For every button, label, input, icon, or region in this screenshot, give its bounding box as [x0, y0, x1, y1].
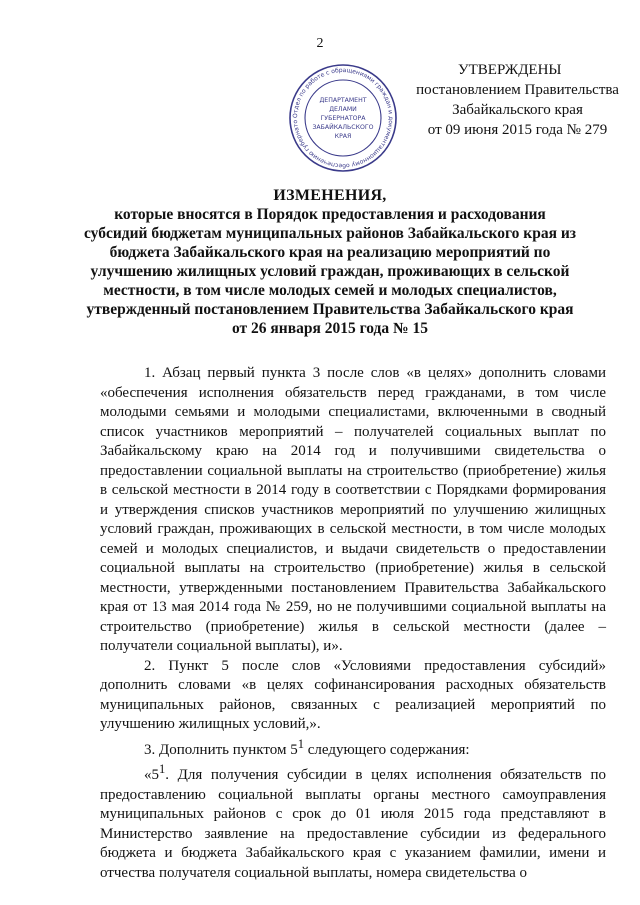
heading-line: утвержденный постановлением Правительства Забайкальского края — [86, 301, 574, 318]
stamp-inner-line: ГУБЕРНАТОРА — [320, 115, 366, 122]
heading-line: субсидий бюджетам муниципальных районов Забайкальского края из — [84, 225, 576, 242]
document-body — [100, 364, 606, 883]
paragraph-4 — [100, 760, 606, 883]
stamp-inner-line: ДЕПАРТАМЕНТ — [319, 97, 367, 104]
paragraph-3-text: следующего содержания: — [303, 741, 470, 758]
approval-block — [400, 60, 635, 140]
heading-line: которые вносятся в Порядок предоставления и расходования — [114, 206, 546, 223]
paragraph-2: 2. Пункт 5 после слов «Условиями предоставления субсидий» дополнить словами «в целях софинансирования расходных обязательств муниципальных районов, связанных с реализацией мероприятий по улучшению жилищных условий,». — [100, 657, 606, 732]
approval-title: УТВЕРЖДЕНЫ — [458, 62, 562, 78]
stamp-inner-line: ДЕЛАМИ — [329, 106, 357, 113]
heading-line: от 26 января 2015 года № 15 — [232, 320, 428, 337]
paragraph-4-text: «5 — [144, 767, 159, 783]
department-stamp — [287, 62, 399, 174]
paragraph-1: 1. Абзац первый пункта 3 после слов «в целях» дополнить словами «обеспечения исполнения обязательств перед гражданами, в том числе молодыми семьями и молодыми специалистами, включенными в сводный список участников мероприятий – получателей социальных выплат по Забайкальскому краю на 2014 год и получившими свидетельства о предоставлении социальной выплаты на строительство (приобретение) жилья в сельской местности в 2014 году в соответствии с Порядками формирования и утверждения списков участников мероприятий по улучшению жилищных условий граждан, проживающих в сельской местности, в том числе молодых семей и молодых специалистов, и выдачи свидетельств о предоставлении социальной выплаты на строительство (приобретение) жилья в сельской местности, утвержденными постановлением Правительства Забайкальского края от 13 мая 2014 года № 259, но не получившими социальной выплаты на строительство (приобретение) жилья в сельской местности (далее – получатели социальной выплаты), и». — [100, 365, 606, 654]
heading-line: улучшению жилищных условий граждан, проживающих в сельской — [90, 263, 570, 280]
document-heading — [80, 186, 580, 338]
stamp-ring-text: Отдел по работе с обращениями граждан и документационному обеспечению губернато — [291, 66, 395, 170]
stamp-inner-line: ЗАБАЙКАЛЬСКОГО — [312, 124, 374, 131]
stamp-inner-line: КРАЯ — [334, 133, 352, 140]
heading-title: ИЗМЕНЕНИЯ, — [273, 187, 387, 204]
paragraph-3-text: 3. Дополнить пунктом 5 — [144, 741, 298, 758]
approval-line: постановлением Правительства — [416, 82, 619, 98]
heading-line: местности, в том числе молодых семей и молодых специалистов, — [103, 282, 557, 299]
approval-line: Забайкальского края — [452, 102, 583, 118]
superscript: 1 — [297, 736, 304, 751]
approval-line: от 09 июня 2015 года № 279 — [427, 122, 608, 138]
paragraph-3 — [100, 735, 606, 761]
superscript: 1 — [159, 762, 166, 776]
heading-line: бюджета Забайкальского края на реализацию мероприятий по — [109, 244, 551, 261]
paragraph-4-text: . Для получения субсидии в целях исполнения обязательств по предоставлению социальной выплаты органы местного самоуправления муниципальных районов с срок до 01 июля 2015 года представляют в Министерство заявление на предоставление субсидии из федерального бюджета и бюджета Забайкальского края с указанием фамилии, имени и отчества получателя социальной выплаты, номера свидетельства о — [100, 767, 606, 881]
page-number: 2 — [316, 36, 324, 51]
